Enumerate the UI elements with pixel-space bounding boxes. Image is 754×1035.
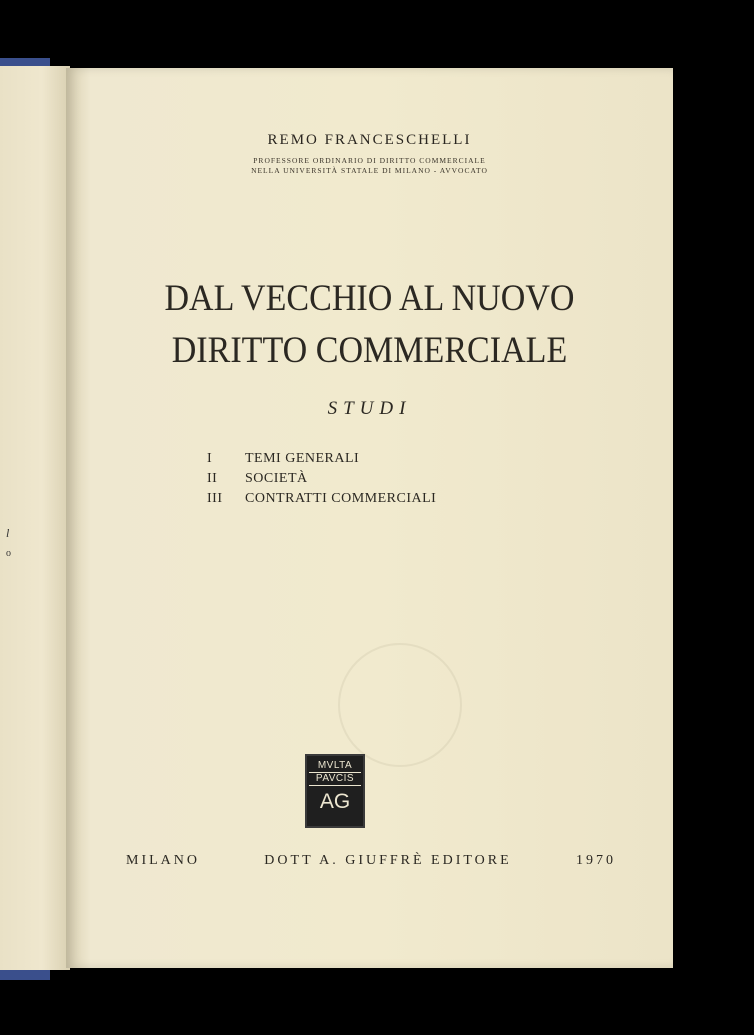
logo-motto-line: PAVCIS bbox=[309, 773, 361, 786]
left-page bbox=[0, 66, 70, 970]
volume-item bbox=[207, 489, 436, 509]
affiliation-line: PROFESSORE ORDINARIO DI DIRITTO COMMERCIALE bbox=[253, 156, 486, 165]
volume-number: II bbox=[207, 471, 218, 486]
imprint-city: MILANO bbox=[126, 853, 200, 868]
book-title bbox=[90, 273, 648, 377]
logo-monogram: AG bbox=[319, 790, 351, 813]
volume-number: III bbox=[207, 491, 223, 506]
title-page bbox=[66, 68, 673, 968]
affiliation-line: NELLA UNIVERSITÀ STATALE DI MILANO - AVVOCATO bbox=[251, 166, 488, 175]
volume-label: SOCIETÀ bbox=[245, 471, 308, 486]
author-affiliation bbox=[66, 156, 673, 176]
volume-item bbox=[207, 449, 436, 469]
publisher-logo bbox=[305, 754, 365, 828]
imprint-publisher: DOTT A. GIUFFRÈ EDITORE bbox=[264, 853, 512, 868]
faint-embossed-stamp bbox=[338, 643, 462, 767]
book-subtitle: STUDI bbox=[327, 398, 412, 419]
volume-label: TEMI GENERALI bbox=[245, 451, 360, 466]
left-page-fragment: l bbox=[6, 526, 10, 540]
volume-label: CONTRATTI COMMERCIALI bbox=[245, 491, 437, 506]
imprint-year: 1970 bbox=[575, 853, 616, 868]
volume-item bbox=[207, 469, 436, 489]
logo-motto-line: MVLTA bbox=[309, 760, 361, 773]
volume-list bbox=[207, 449, 436, 509]
left-page-fragment: o bbox=[6, 548, 11, 559]
title-line: DIRITTO COMMERCIALE bbox=[171, 330, 568, 371]
title-line: DAL VECCHIO AL NUOVO bbox=[164, 278, 575, 319]
volume-number: I bbox=[207, 451, 213, 466]
author-name: REMO FRANCESCHELLI bbox=[267, 132, 472, 148]
publication-imprint bbox=[126, 853, 616, 869]
